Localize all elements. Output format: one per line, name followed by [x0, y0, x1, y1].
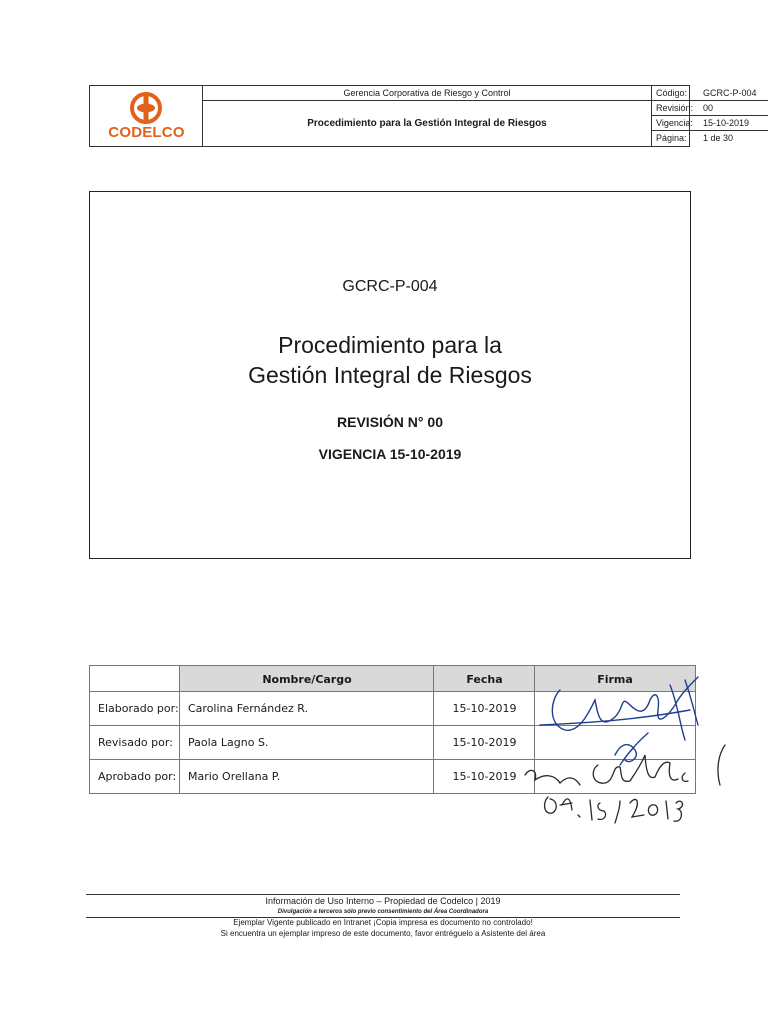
- cover-vigencia: VIGENCIA 15-10-2019: [318, 446, 462, 462]
- row-name: Paola Lagno S.: [188, 736, 269, 749]
- meta-label: Página:: [656, 133, 687, 143]
- row-role: Aprobado por:: [98, 770, 177, 783]
- row-name: Mario Orellana P.: [188, 770, 281, 783]
- meta-row-code: [652, 86, 768, 101]
- cover-doc-code: GCRC-P-004: [342, 278, 438, 295]
- footer-disclosure: Divulgación a terceros sólo previo consentimiento del Área Coordinadora: [277, 909, 489, 915]
- department-name: Gerencia Corporativa de Riesgo y Control: [203, 86, 651, 101]
- footer-info: Información de Uso Interno – Propiedad de Codelco | 2019: [265, 896, 501, 906]
- table-divider: [433, 666, 434, 793]
- approval-table: [89, 665, 696, 794]
- header-name-cargo: Nombre/Cargo: [180, 666, 434, 692]
- meta-row-page: [652, 131, 768, 146]
- footer-rule: [86, 894, 680, 895]
- table-divider: [534, 666, 535, 793]
- row-name: Carolina Fernández R.: [188, 702, 309, 715]
- meta-value: 1 de 30: [703, 133, 734, 143]
- header-doc-title: Procedimiento para la Gestión Integral de Riesgos: [307, 118, 547, 129]
- row-role: Elaborado por:: [98, 702, 179, 715]
- meta-label: Vigencia:: [656, 118, 693, 128]
- cover-box: [89, 191, 691, 559]
- table-divider: [179, 666, 180, 793]
- header-empty-cell: [90, 666, 180, 692]
- meta-label: Código:: [656, 88, 688, 98]
- header-meta: [652, 86, 768, 146]
- header-title-block: [203, 86, 652, 146]
- cover-revision: REVISIÓN N° 00: [337, 414, 443, 430]
- meta-value: GCRC-P-004: [703, 88, 757, 98]
- header-fecha: Fecha: [434, 666, 535, 692]
- meta-row-revision: [652, 101, 768, 116]
- table-divider: [90, 759, 695, 760]
- meta-label: Revisión:: [656, 103, 694, 113]
- cover-title-line1: Procedimiento para la: [278, 332, 502, 358]
- codelco-logo: [90, 86, 203, 146]
- codelco-logo-icon: [124, 92, 168, 124]
- cover-title: [90, 330, 690, 390]
- meta-row-vigencia: [652, 116, 768, 131]
- cover-title-line2: Gestión Integral de Riesgos: [248, 362, 532, 388]
- meta-value: 15-10-2019: [703, 118, 750, 128]
- row-role: Revisado por:: [98, 736, 173, 749]
- header-firma: Firma: [535, 666, 695, 692]
- logo-text: CODELCO: [108, 124, 185, 141]
- footer-return-notice: Si encuentra un ejemplar impreso de este documento, favor entréguelo a Asistente del área: [220, 929, 546, 938]
- row-date: 15-10-2019: [452, 770, 517, 783]
- row-date: 15-10-2019: [452, 702, 517, 715]
- document-header: [89, 85, 757, 147]
- table-divider: [90, 691, 695, 692]
- footer-copy-notice: Ejemplar Vigente publicado en Intranet ¡Copia impresa es documento no controlado!: [233, 918, 533, 927]
- table-divider: [90, 725, 695, 726]
- row-date: 15-10-2019: [452, 736, 517, 749]
- meta-value: 00: [703, 103, 714, 113]
